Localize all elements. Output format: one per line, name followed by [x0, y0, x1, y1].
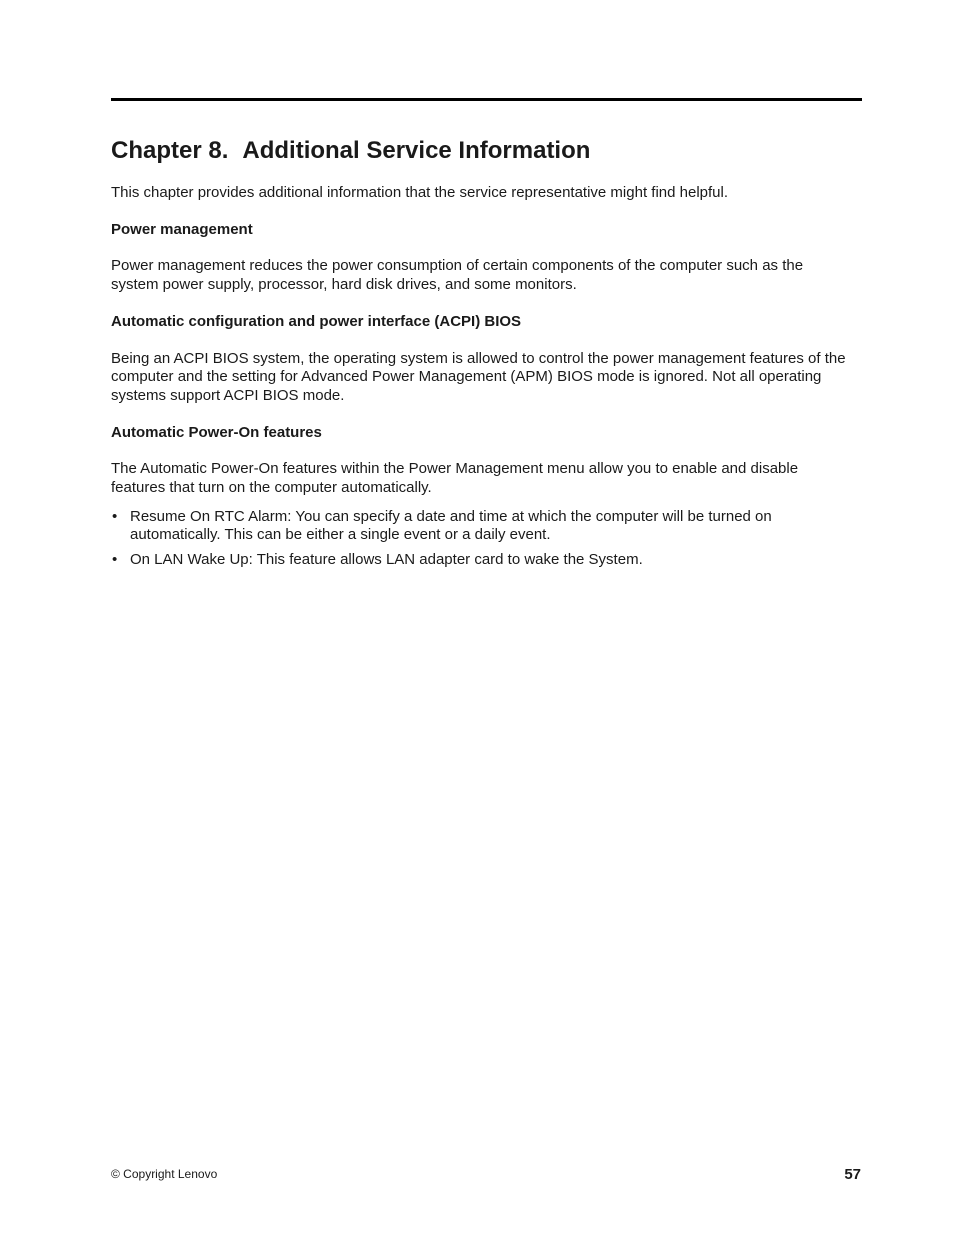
list-item-text: On LAN Wake Up: This feature allows LAN adapter card to wake the System. — [130, 551, 643, 569]
bullet-glyph: • — [112, 551, 118, 569]
chapter-title — [111, 134, 851, 168]
page-number: 57 — [844, 1166, 861, 1183]
section-paragraph-power-on-features: The Automatic Power-On features within the Power Management menu allow you to enable and disable features that turn on the computer automatically. — [111, 460, 799, 497]
intro-paragraph: This chapter provides additional information that the service representative might find helpful. — [111, 184, 728, 201]
list-item — [111, 508, 851, 545]
power-on-features-list — [111, 508, 851, 570]
page-content — [111, 134, 851, 576]
section-paragraph-power-management: Power management reduces the power consumption of certain components of the computer such as the system power supply, processor, hard disk drives, and some monitors. — [111, 257, 804, 294]
bullet-glyph: • — [112, 507, 118, 525]
section-heading-acpi-bios: Automatic configuration and power interface (ACPI) BIOS — [111, 312, 522, 330]
footer-copyright: © Copyright Lenovo — [111, 1167, 218, 1181]
list-item-text: Resume On RTC Alarm: You can specify a date and time at which the computer will be turned on automatically. This can be either a single event or a daily event. — [130, 507, 772, 544]
list-item — [111, 551, 851, 570]
section-heading-power-on-features: Automatic Power-On features — [111, 423, 322, 441]
chapter-number: Chapter 8. — [111, 137, 229, 164]
section-paragraph-acpi-bios: Being an ACPI BIOS system, the operating system is allowed to control the power management features of the computer and the setting for Advanced Power Management (APM) BIOS mode is ignored. Not all operating systems support ACPI BIOS mode. — [111, 349, 846, 404]
section-heading-power-management: Power management — [111, 220, 253, 238]
chapter-name: Additional Service Information — [242, 137, 591, 164]
chapter-top-rule — [111, 98, 862, 101]
